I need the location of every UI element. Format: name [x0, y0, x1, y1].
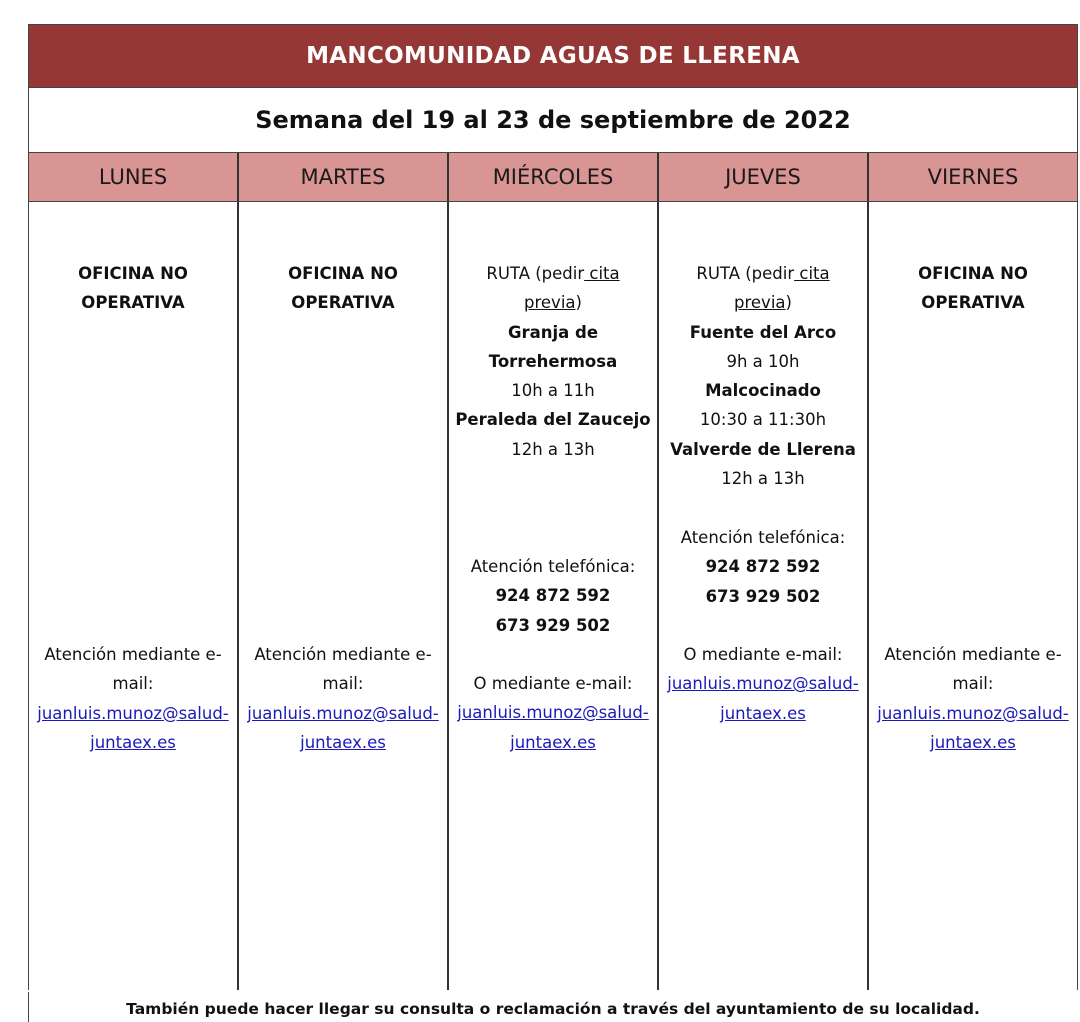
email-notice	[449, 669, 657, 757]
schedule-body	[29, 202, 1077, 990]
email-intro-line: mail:	[952, 674, 994, 694]
email-alt-line: O mediante e-mail:	[683, 645, 843, 664]
office-closed-notice	[869, 259, 1077, 318]
route-cita-link[interactable]: cita	[584, 264, 620, 283]
email-link-line[interactable]: juntaex.es	[300, 732, 386, 752]
office-closed-line: OFICINA NO	[288, 264, 398, 283]
route-label: RUTA (pedir	[696, 264, 795, 283]
day-monday: LUNES	[29, 153, 239, 201]
email-link-line[interactable]: juanluis.munoz@salud-	[667, 674, 859, 694]
col-friday	[869, 202, 1077, 990]
email-alt-line: O mediante e-mail:	[473, 674, 633, 693]
col-tuesday	[239, 202, 449, 990]
stop-place: Valverde de Llerena	[670, 439, 856, 459]
phone-block	[449, 552, 657, 640]
header-title: MANCOMUNIDAD AGUAS DE LLERENA	[29, 25, 1077, 88]
col-wednesday	[449, 202, 659, 990]
office-closed-notice	[29, 259, 237, 318]
office-closed-line: OFICINA NO	[918, 264, 1028, 283]
route-cita-link[interactable]: cita	[794, 264, 830, 283]
route-label-line	[449, 288, 657, 317]
stop-time: 10:30 a 11:30h	[699, 410, 827, 430]
footer-note: También puede hacer llegar su consulta o reclamación a través del ayuntamiento de su localidad.	[28, 992, 1077, 1022]
stop-place: Torrehermosa	[488, 351, 618, 371]
phone-block	[659, 523, 867, 611]
email-intro-line: Atención mediante e-	[44, 645, 222, 664]
email-link[interactable]	[869, 699, 1077, 758]
office-closed-line: OFICINA NO	[78, 264, 188, 283]
stop-time: 9h a 10h	[726, 351, 800, 371]
email-notice	[29, 640, 237, 757]
route-previa-link[interactable]: previa	[524, 293, 576, 313]
office-closed-notice	[239, 259, 447, 318]
day-thursday: JUEVES	[659, 153, 869, 201]
email-intro-line: mail:	[322, 674, 364, 694]
phone-label: Atención telefónica:	[470, 557, 636, 576]
email-link-line[interactable]: juntaex.es	[720, 703, 806, 723]
stop-place: Malcocinado	[705, 381, 821, 401]
email-notice	[869, 640, 1077, 757]
email-link-line[interactable]: juntaex.es	[90, 732, 176, 752]
phone-number: 673 929 502	[705, 586, 821, 606]
stop-place: Granja de	[507, 322, 599, 342]
email-link[interactable]	[29, 699, 237, 758]
email-notice	[239, 640, 447, 757]
route-label: RUTA (pedir	[486, 264, 585, 283]
route-block	[659, 259, 867, 493]
email-intro-line: Atención mediante e-	[254, 645, 432, 664]
phone-number: 924 872 592	[495, 586, 611, 606]
office-closed-line: OPERATIVA	[921, 293, 1025, 313]
day-tuesday: MARTES	[239, 153, 449, 201]
day-wednesday: MIÉRCOLES	[449, 153, 659, 201]
email-intro-line: Atención mediante e-	[884, 645, 1062, 664]
stop-time: 12h a 13h	[511, 439, 595, 459]
route-label-line	[659, 288, 867, 317]
email-link-line[interactable]: juntaex.es	[510, 732, 596, 752]
col-monday	[29, 202, 239, 990]
stop-place: Peraleda del Zaucejo	[455, 410, 651, 430]
days-header	[29, 153, 1077, 202]
phone-number: 673 929 502	[495, 615, 611, 635]
day-friday: VIERNES	[927, 165, 1019, 189]
email-link-line[interactable]: juanluis.munoz@salud-	[37, 703, 229, 723]
col-thursday	[659, 202, 869, 990]
route-previa-link[interactable]: previa	[734, 293, 786, 313]
email-link[interactable]	[239, 699, 447, 758]
stop-time: 10h a 11h	[511, 381, 595, 401]
week-title: Semana del 19 al 23 de septiembre de 2022	[29, 88, 1077, 153]
route-close: )	[575, 293, 582, 313]
phone-label: Atención telefónica:	[680, 528, 846, 547]
schedule-table	[28, 24, 1078, 990]
route-label-line	[449, 259, 657, 288]
email-link-line[interactable]: juanluis.munoz@salud-	[457, 703, 649, 723]
email-link[interactable]	[449, 698, 657, 757]
email-link-line[interactable]: juntaex.es	[930, 732, 1016, 752]
stop-place: Fuente del Arco	[689, 322, 837, 342]
route-close: )	[785, 293, 792, 313]
email-link-line[interactable]: juanluis.munoz@salud-	[877, 703, 1069, 723]
email-link-line[interactable]: juanluis.munoz@salud-	[247, 703, 439, 723]
email-link[interactable]	[659, 669, 867, 728]
route-block	[449, 259, 657, 464]
office-closed-line: OPERATIVA	[291, 293, 395, 313]
phone-number: 924 872 592	[705, 557, 821, 577]
route-label-line	[659, 259, 867, 288]
email-intro-line: mail:	[112, 674, 154, 694]
office-closed-line: OPERATIVA	[81, 293, 185, 313]
stop-time: 12h a 13h	[721, 469, 805, 489]
email-notice	[659, 640, 867, 728]
